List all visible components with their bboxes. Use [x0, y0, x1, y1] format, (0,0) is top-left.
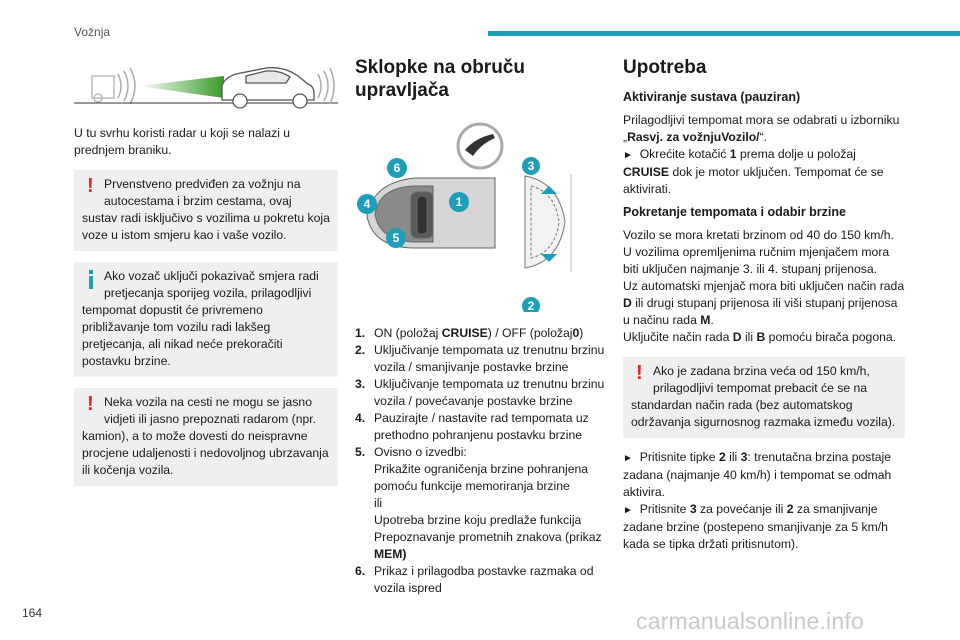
- arrow-bullet-icon: ►: [623, 505, 633, 516]
- press-step-adjust: ► Pritisnite 3 za povećanje ili 2 za smanjivanje zadane brzine (postepeno smanjivanje za 5 km/h kada se tipka držati pritisnutom).: [623, 502, 888, 551]
- steering-wheel-controls-illustration: [355, 116, 605, 312]
- list-item: 3. Uključivanje tempomata uz trenutnu brzinu vozila / povećavanje postavke brzine: [355, 377, 605, 408]
- usage-title: Upotreba: [623, 57, 707, 78]
- warning-note-motorway: [74, 170, 338, 251]
- note-text: pretjecanja sporijeg vozila, prilagodljivi: [104, 286, 312, 300]
- note-text: autocestama i brzim cestama, ovaj: [104, 194, 292, 208]
- callout-3-label: 3: [527, 159, 535, 173]
- radar-intro: U tu svrhu koristi radar u koji se nalazi u prednjem braniku.: [74, 126, 291, 157]
- start-text-speed: Vozilo se mora kretati brzinom od 40 do 150 km/h.: [623, 228, 894, 242]
- callout-6-label: 6: [393, 161, 401, 175]
- note-text: standardan način rada (bez automatskog održavanja sigurnosnog razmaka između vozila).: [631, 398, 896, 429]
- radar-wave-right-icon: [318, 68, 334, 104]
- radar-wave-left-icon: [118, 68, 135, 104]
- steering-controls-title: Sklopke na obruču upravljača: [355, 57, 525, 101]
- start-text-selector: Uključite način rada D ili B pomoću birača pogona.: [623, 330, 897, 344]
- radar-beam: [138, 76, 224, 98]
- callout-2-label: 2: [527, 299, 535, 312]
- header-accent-bar: [488, 31, 960, 36]
- warning-icon: !: [636, 362, 643, 384]
- page-number: 164: [22, 606, 43, 620]
- list-item: 6. Prikaz i prilagodba postavke razmaka od vozila ispred: [355, 564, 594, 595]
- list-item: 2. Uključivanje tempomata uz trenutnu brzinu vozila / smanjivanje postavke brzine: [355, 343, 605, 374]
- warning-icon: !: [87, 175, 94, 197]
- watermark: carmanualsonline.info: [636, 608, 864, 634]
- arrow-bullet-icon: ►: [623, 453, 633, 464]
- start-heading: Pokretanje tempomata i odabir brzine: [623, 205, 846, 219]
- callout-1-label: 1: [455, 195, 463, 209]
- note-text: kamion), a to može dovesti do neispravne procjene udaljenosti i nedovoljnog ubrzavanja ili kočenja vozila.: [82, 429, 329, 477]
- column-right: [623, 56, 905, 553]
- note-text: Ako vozač uključi pokazivač smjera radi: [104, 269, 319, 283]
- car-ahead-icon: [92, 76, 114, 102]
- activate-step: ► Okrećite kotačić 1 prema dolje u položaj CRUISE dok je motor uključen. Tempomat će se aktivirati.: [623, 147, 884, 196]
- column-middle: [355, 56, 605, 597]
- callout-5-label: 5: [392, 231, 400, 245]
- car-icon: [222, 68, 314, 108]
- section-header: Vožnja: [74, 25, 111, 39]
- start-text-manual: U vozilima opremljenima ručnim mjenjačem mora biti uključen najmanje 3. ili 4. stupanj prijenosa.: [623, 245, 890, 276]
- radar-car-illustration: [74, 56, 338, 112]
- note-text: prilagodljivi tempomat prebacit će se na: [653, 381, 868, 395]
- column-left: [74, 56, 338, 486]
- list-item: 4. Pauzirajte / nastavite rad tempomata uz prethodno pohranjenu postavku brzine: [355, 411, 589, 442]
- activate-heading: Aktiviranje sustava (pauziran): [623, 90, 801, 104]
- callout-4-label: 4: [363, 197, 371, 211]
- note-text: vidjeti ili jasno prepoznati radarom (npr.: [104, 412, 317, 426]
- info-note-overtaking: [74, 262, 338, 377]
- note-text: tempomat dopustit će privremeno približavanje tom vozilu radi lakšeg pretjecanja, ali nikad neće prekoračiti postavku brzine.: [82, 303, 283, 368]
- note-text: Neka vozila na cesti ne mogu se jasno: [104, 395, 312, 409]
- arrow-bullet-icon: ►: [623, 150, 633, 161]
- controls-list: [355, 325, 605, 597]
- list-item: 5. Ovisno o izvedbi: Prikažite ograničenja brzine pohranjena pomoću funkcije memoriranja brzine ili Upotreba brzine koju predlaže funkcija Prepoznavanje prometnih znakova (prikaz MEM): [355, 445, 602, 561]
- activate-text: Prilagodljivi tempomat mora se odabrati u izborniku „Rasvj. za vožnjuVozilo/“.: [623, 113, 900, 144]
- warning-note-radar: [74, 388, 338, 486]
- note-text: Ako je zadana brzina veća od 150 km/h,: [653, 364, 870, 378]
- press-step-set: ► Pritisnite tipke 2 ili 3: trenutačna brzina postaje zadana (najmanje 40 km/h) i tempomat se odmah aktivira.: [623, 450, 892, 499]
- info-icon: [86, 270, 96, 292]
- warning-icon: !: [87, 393, 94, 415]
- warning-note-speed: [623, 357, 905, 438]
- list-item: 1. ON (položaj CRUISE) / OFF (položaj0): [355, 326, 584, 340]
- note-text: sustav radi isključivo s vozilima u pokretu koja voze u istom smjeru kao i vaše vozilo.: [82, 211, 330, 242]
- stalk-location-mark: [465, 134, 495, 156]
- note-text: Prvenstveno predviđen za vožnju na: [104, 177, 301, 191]
- start-text-auto: Uz automatski mjenjač mora biti uključen način rada D ili drugi stupanj prijenosa ili viši stupanj prijenosa u načinu rada M.: [623, 279, 905, 327]
